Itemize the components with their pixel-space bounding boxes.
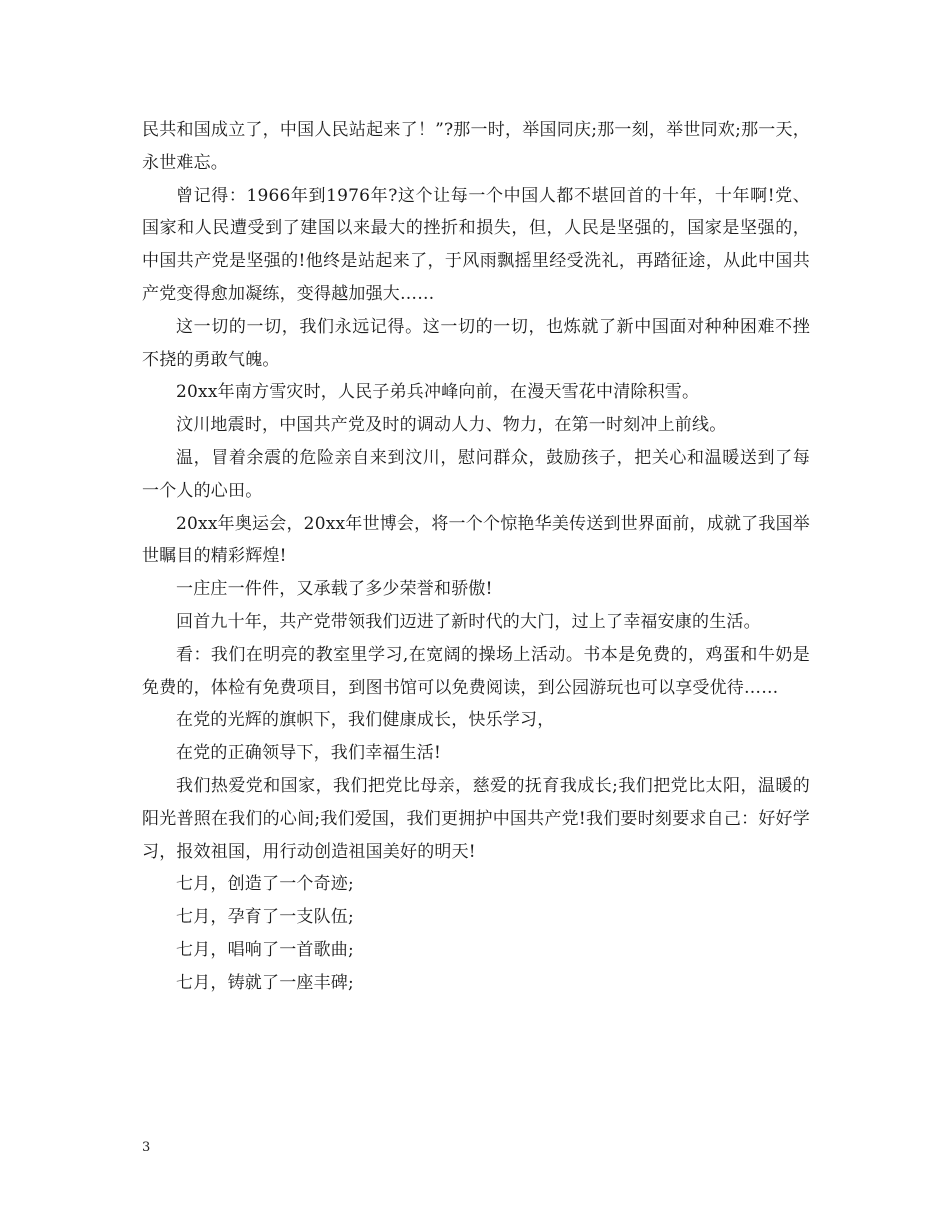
paragraph: 20xx年南方雪灾时，人民子弟兵冲峰向前，在漫天雪花中清除积雪。: [176, 382, 700, 403]
paragraph: 民共和国成立了，中国人民站起来了！”?那一时，举国同庆;那一刻，举世同欢;那一天，永世难忘。: [142, 120, 810, 173]
paragraph: 温，冒着余震的危险亲自来到汶川，慰问群众，鼓励孩子，把关心和温暖送到了每一个人的心田。: [142, 447, 810, 501]
paragraph: 七月，孕育了一支队伍;: [176, 907, 354, 928]
paragraph: 我们热爱党和国家，我们把党比母亲，慈爱的抚育我成长;我们把党比太阳，温暖的阳光普照在我们的心间;我们爱国，我们更拥护中国共产党!我们要时刻要求自己：好好学习，报效祖国，用行动创造祖国美好的明天!: [142, 775, 810, 862]
paragraph: 20xx年奥运会，20xx年世博会，将一个个惊艳华美传送到世界面前，成就了我国举世瞩目的精彩辉煌!: [142, 513, 810, 567]
body-text: [142, 114, 810, 1000]
paragraph: 一庄庄一件件，又承载了多少荣誉和骄傲!: [176, 579, 493, 600]
paragraph: 这一切的一切，我们永远记得。这一切的一切，也炼就了新中国面对种种困难不挫不挠的勇敢气魄。: [142, 316, 810, 370]
paragraph: 七月，创造了一个奇迹;: [176, 874, 354, 895]
paragraph: 七月，唱响了一首歌曲;: [176, 939, 354, 960]
paragraph: 看：我们在明亮的教室里学习,在宽阔的操场上活动。书本是免费的，鸡蛋和牛奶是免费的，体检有免费项目，到图书馆可以免费阅读，到公园游玩也可以享受优待……: [142, 644, 810, 698]
paragraph: 七月，铸就了一座丰碑;: [176, 972, 354, 993]
paragraph: 回首九十年，共产党带领我们迈进了新时代的大门，过上了幸福安康的生活。: [176, 611, 761, 632]
paragraph: 汶川地震时，中国共产党及时的调动人力、物力，在第一时刻冲上前线。: [176, 415, 727, 436]
page-number: 3: [142, 1140, 151, 1155]
paragraph: 曾记得：1966年到1976年?这个让每一个中国人都不堪回首的十年，十年啊!党、国家和人民遭受到了建国以来最大的挫折和损失，但，人民是坚强的，国家是坚强的，中国共产党是坚强的!他终是站起来了，于风雨飘摇里经受洗礼，再踏征途，从此中国共产党变得愈加凝练，变得越加强大……: [142, 185, 810, 304]
paragraph: 在党的正确领导下，我们幸福生活!: [176, 743, 442, 764]
paragraph: 在党的光辉的旗帜下，我们健康成长，快乐学习，: [176, 710, 555, 731]
